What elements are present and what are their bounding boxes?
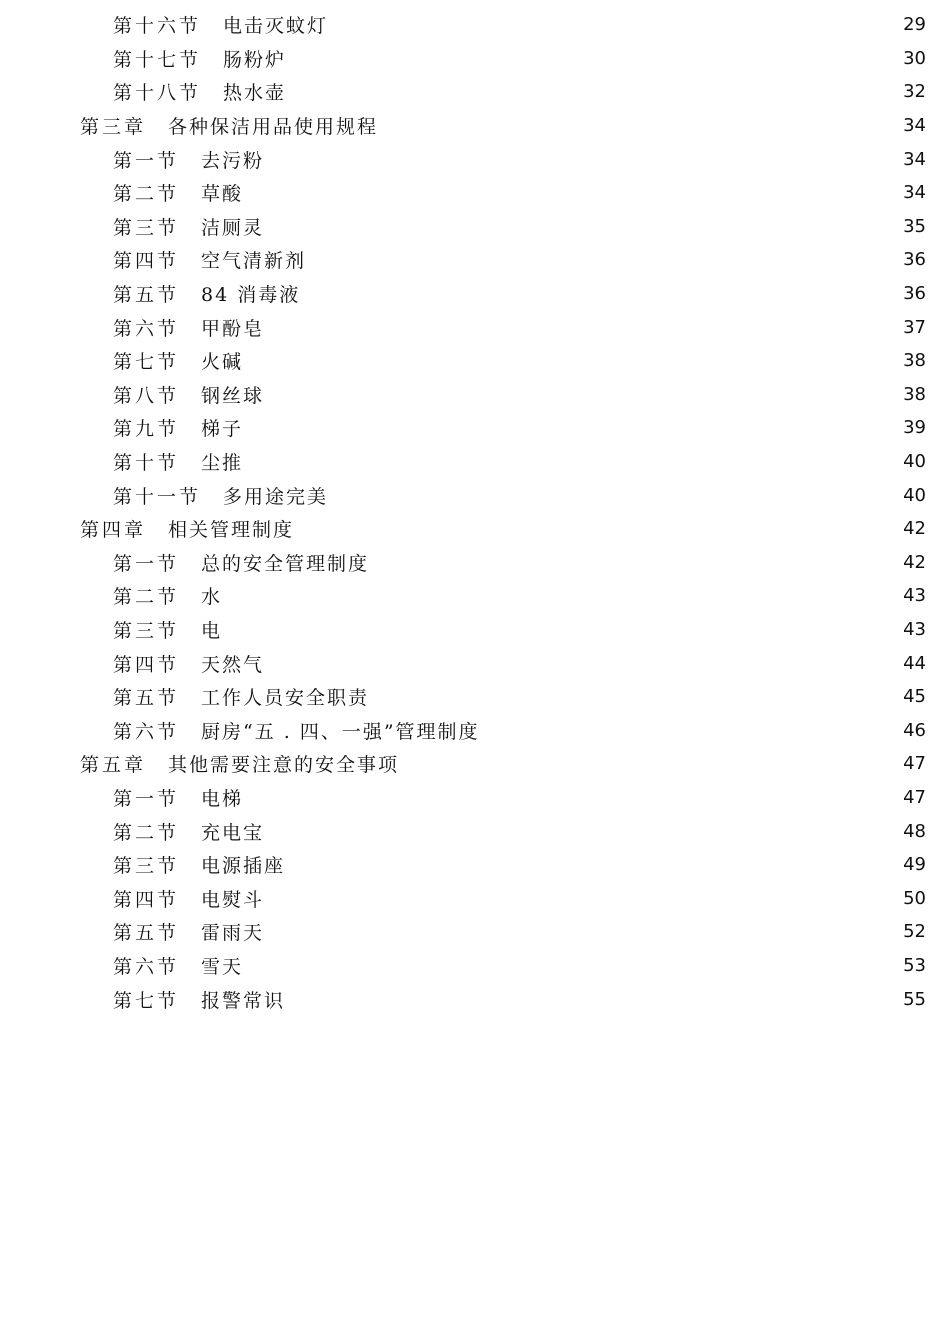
toc-entry-page-number: 48 bbox=[903, 820, 926, 842]
toc-entry-number: 第三章 bbox=[80, 116, 147, 139]
toc-entry-number: 第十一节 bbox=[113, 485, 202, 508]
toc-dot-leader bbox=[245, 454, 897, 474]
toc-dot-leader bbox=[224, 589, 897, 609]
toc-entry-title: 工作人员安全职责 bbox=[201, 687, 370, 710]
toc-dot-leader bbox=[266, 219, 897, 239]
toc-entry-title: 相关管理制度 bbox=[168, 519, 295, 542]
toc-entry-page-number: 38 bbox=[903, 383, 926, 405]
toc-section-entry[interactable] bbox=[0, 713, 950, 747]
toc-entry-number: 第五节 bbox=[113, 687, 180, 710]
toc-entry-number: 第三节 bbox=[113, 619, 180, 642]
toc-entry-title: 草酸 bbox=[201, 183, 244, 206]
toc-section-entry[interactable] bbox=[0, 949, 950, 983]
toc-entry-page-number: 34 bbox=[903, 148, 926, 170]
toc-chapter-entry[interactable] bbox=[0, 109, 950, 143]
toc-dot-leader bbox=[245, 790, 897, 810]
toc-entry-page-number: 29 bbox=[903, 14, 926, 36]
toc-entry-page-number: 40 bbox=[903, 451, 926, 473]
toc-entry-page-number: 42 bbox=[903, 518, 926, 540]
toc-entry-title: 热水壶 bbox=[223, 82, 287, 105]
toc-dot-leader bbox=[266, 656, 897, 676]
toc-entry-page-number: 40 bbox=[903, 484, 926, 506]
toc-dot-leader bbox=[266, 925, 897, 945]
toc-entry-number: 第六节 bbox=[113, 955, 180, 978]
toc-entry-number: 第十八节 bbox=[113, 82, 202, 105]
toc-entry-title: 天然气 bbox=[201, 653, 265, 676]
toc-entry-number: 第八节 bbox=[113, 384, 180, 407]
toc-section-entry[interactable] bbox=[0, 411, 950, 445]
toc-entry-number: 第四节 bbox=[113, 250, 180, 273]
toc-section-entry[interactable] bbox=[0, 881, 950, 915]
toc-section-entry[interactable] bbox=[0, 982, 950, 1016]
toc-dot-leader bbox=[482, 723, 897, 743]
toc-section-entry[interactable] bbox=[0, 814, 950, 848]
toc-entry-number: 第六节 bbox=[113, 720, 180, 743]
toc-entry-title: 报警常识 bbox=[201, 989, 286, 1012]
toc-dot-leader bbox=[287, 857, 897, 877]
toc-section-entry[interactable] bbox=[0, 781, 950, 815]
toc-entry-page-number: 39 bbox=[903, 417, 926, 439]
toc-entry-page-number: 38 bbox=[903, 350, 926, 372]
toc-dot-leader bbox=[266, 152, 897, 172]
toc-section-entry[interactable] bbox=[0, 613, 950, 647]
toc-entry-number: 第一节 bbox=[113, 149, 180, 172]
toc-entry-number: 第二节 bbox=[113, 586, 180, 609]
toc-section-entry[interactable] bbox=[0, 546, 950, 580]
toc-entry-page-number: 47 bbox=[903, 753, 926, 775]
toc-section-entry[interactable] bbox=[0, 579, 950, 613]
toc-entry-title: 电 bbox=[201, 619, 223, 642]
toc-entry-number: 第五章 bbox=[80, 754, 147, 777]
toc-entry-page-number: 36 bbox=[903, 249, 926, 271]
toc-entry-number: 第二节 bbox=[113, 821, 180, 844]
toc-entry-title: 厨房“五 . 四、一强”管理制度 bbox=[201, 720, 480, 743]
toc-entry-title: 总的安全管理制度 bbox=[201, 552, 370, 575]
toc-entry-title: 水 bbox=[201, 586, 223, 609]
toc-dot-leader bbox=[245, 958, 897, 978]
toc-entry-page-number: 49 bbox=[903, 854, 926, 876]
toc-entry-page-number: 34 bbox=[903, 115, 926, 137]
toc-entry-page-number: 34 bbox=[903, 182, 926, 204]
toc-entry-number: 第九节 bbox=[113, 418, 180, 441]
toc-entry-title: 电源插座 bbox=[201, 855, 286, 878]
toc-section-entry[interactable] bbox=[0, 378, 950, 412]
toc-entry-page-number: 45 bbox=[903, 686, 926, 708]
toc-dot-leader bbox=[245, 186, 897, 206]
toc-dot-leader bbox=[302, 286, 897, 306]
toc-entry-page-number: 50 bbox=[903, 887, 926, 909]
toc-entry-page-number: 30 bbox=[903, 47, 926, 69]
toc-section-entry[interactable] bbox=[0, 310, 950, 344]
toc-entry-page-number: 42 bbox=[903, 551, 926, 573]
toc-entry-page-number: 43 bbox=[903, 585, 926, 607]
toc-entry-number: 第六节 bbox=[113, 317, 180, 340]
toc-entry-title: 钢丝球 bbox=[201, 384, 265, 407]
toc-section-entry[interactable] bbox=[0, 646, 950, 680]
toc-entry-title: 多用途完美 bbox=[223, 485, 329, 508]
toc-section-entry[interactable] bbox=[0, 243, 950, 277]
toc-entry-page-number: 35 bbox=[903, 215, 926, 237]
toc-chapter-entry[interactable] bbox=[0, 512, 950, 546]
toc-entry-page-number: 53 bbox=[903, 954, 926, 976]
toc-section-entry[interactable] bbox=[0, 344, 950, 378]
toc-entry-title: 肠粉炉 bbox=[223, 48, 287, 71]
toc-section-entry[interactable] bbox=[0, 445, 950, 479]
toc-section-entry[interactable] bbox=[0, 277, 950, 311]
toc-entry-page-number: 52 bbox=[903, 921, 926, 943]
toc-section-entry[interactable] bbox=[0, 176, 950, 210]
toc-dot-leader bbox=[308, 253, 897, 273]
toc-entry-page-number: 32 bbox=[903, 81, 926, 103]
toc-entry-number: 第十七节 bbox=[113, 48, 202, 71]
toc-dot-leader bbox=[224, 622, 897, 642]
toc-entry-number: 第五节 bbox=[113, 284, 180, 307]
toc-entry-title: 电梯 bbox=[201, 787, 244, 810]
toc-section-entry[interactable] bbox=[0, 42, 950, 76]
toc-dot-leader bbox=[296, 522, 897, 542]
toc-entry-title: 去污粉 bbox=[201, 149, 265, 172]
toc-entry-title: 雪天 bbox=[201, 955, 244, 978]
toc-section-entry[interactable] bbox=[0, 210, 950, 244]
toc-entry-title: 火碱 bbox=[201, 351, 244, 374]
toc-section-entry[interactable] bbox=[0, 478, 950, 512]
toc-entry-title: 甲酚皂 bbox=[201, 317, 265, 340]
toc-entry-title: 空气清新剂 bbox=[201, 250, 307, 273]
toc-chapter-entry[interactable] bbox=[0, 747, 950, 781]
toc-entry-title: 电击灭蚊灯 bbox=[223, 15, 329, 38]
toc-entry-page-number: 46 bbox=[903, 719, 926, 741]
toc-entry-number: 第一节 bbox=[113, 787, 180, 810]
toc-dot-leader bbox=[401, 757, 897, 777]
toc-entry-page-number: 37 bbox=[903, 316, 926, 338]
toc-entry-number: 第七节 bbox=[113, 989, 180, 1012]
toc-entry-page-number: 44 bbox=[903, 652, 926, 674]
toc-entry-page-number: 43 bbox=[903, 618, 926, 640]
toc-entry-number: 第十节 bbox=[113, 452, 180, 475]
toc-entry-number: 第二节 bbox=[113, 183, 180, 206]
toc-entry-title: 梯子 bbox=[201, 418, 244, 441]
toc-entry-page-number: 36 bbox=[903, 283, 926, 305]
toc-entry-number: 第四章 bbox=[80, 519, 147, 542]
toc-section-entry[interactable] bbox=[0, 915, 950, 949]
toc-entry-title: 其他需要注意的安全事项 bbox=[168, 754, 400, 777]
toc-entry-number: 第四节 bbox=[113, 653, 180, 676]
toc-section-entry[interactable] bbox=[0, 142, 950, 176]
toc-section-entry[interactable] bbox=[0, 75, 950, 109]
toc-dot-leader bbox=[371, 689, 897, 709]
toc-dot-leader bbox=[288, 85, 897, 105]
toc-entry-number: 第五节 bbox=[113, 922, 180, 945]
toc-dot-leader bbox=[288, 51, 897, 71]
toc-entry-title: 84 消毒液 bbox=[201, 284, 301, 307]
toc-entry-title: 洁厕灵 bbox=[201, 216, 265, 239]
toc-entry-number: 第十六节 bbox=[113, 15, 202, 38]
toc-entry-number: 第四节 bbox=[113, 888, 180, 911]
toc-dot-leader bbox=[266, 891, 897, 911]
toc-entry-number: 第三节 bbox=[113, 216, 180, 239]
toc-dot-leader bbox=[330, 18, 897, 38]
toc-entry-page-number: 47 bbox=[903, 786, 926, 808]
toc-entry-page-number: 55 bbox=[903, 988, 926, 1010]
toc-dot-leader bbox=[245, 421, 897, 441]
toc-section-entry[interactable] bbox=[0, 8, 950, 42]
toc-entry-title: 雷雨天 bbox=[201, 922, 265, 945]
toc-dot-leader bbox=[266, 320, 897, 340]
toc-entry-number: 第七节 bbox=[113, 351, 180, 374]
toc-entry-title: 充电宝 bbox=[201, 821, 265, 844]
toc-entry-title: 电熨斗 bbox=[201, 888, 265, 911]
toc-entry-number: 第三节 bbox=[113, 855, 180, 878]
toc-section-entry[interactable] bbox=[0, 848, 950, 882]
toc-dot-leader bbox=[245, 354, 897, 374]
toc-dot-leader bbox=[330, 488, 897, 508]
toc-dot-leader bbox=[380, 118, 897, 138]
toc-dot-leader bbox=[371, 555, 897, 575]
toc-entry-title: 各种保洁用品使用规程 bbox=[168, 116, 379, 139]
table-of-contents bbox=[0, 8, 950, 1016]
toc-entry-title: 尘推 bbox=[201, 452, 244, 475]
toc-dot-leader bbox=[287, 992, 897, 1012]
toc-dot-leader bbox=[266, 824, 897, 844]
toc-section-entry[interactable] bbox=[0, 680, 950, 714]
toc-dot-leader bbox=[266, 387, 897, 407]
toc-entry-number: 第一节 bbox=[113, 552, 180, 575]
